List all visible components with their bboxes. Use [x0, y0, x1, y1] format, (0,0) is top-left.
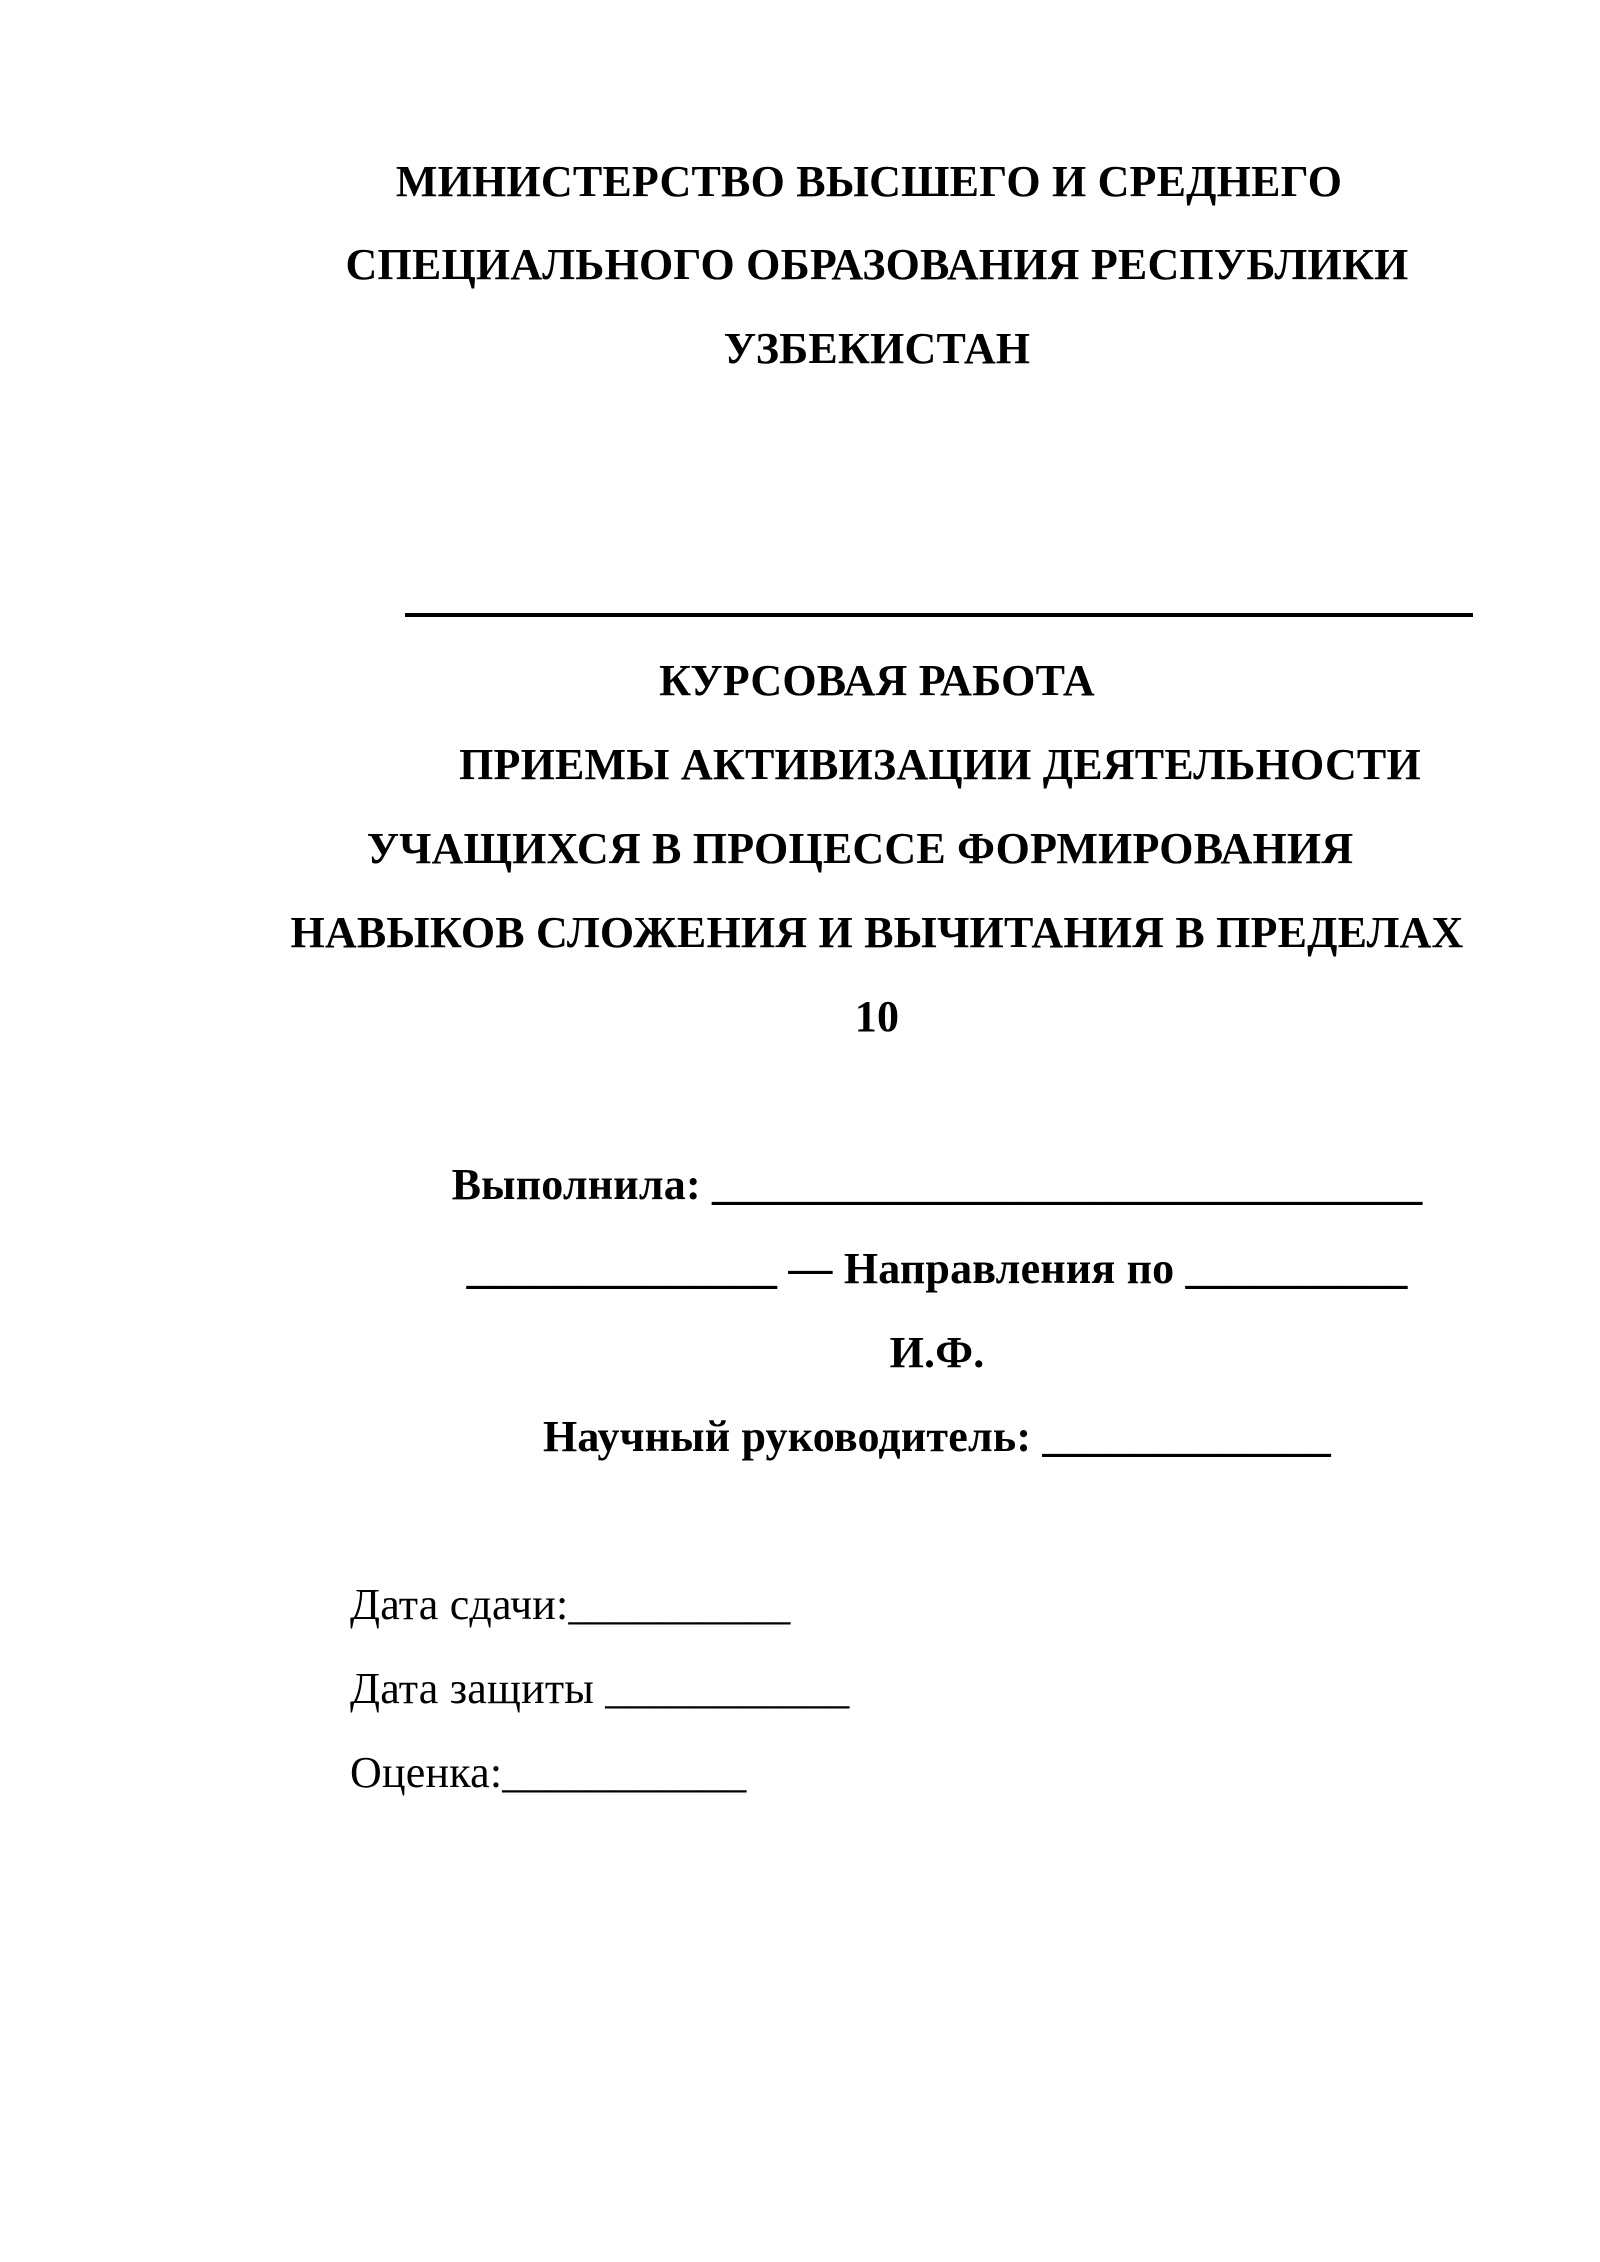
ministry-line-3: УЗБЕКИСТАН — [723, 324, 1031, 373]
work-title-line-2: УЧАЩИХСЯ В ПРОЦЕССЕ ФОРМИРОВАНИЯ — [366, 824, 1354, 873]
ministry-line-1: МИНИСТЕРСТВО ВЫСШЕГО И СРЕДНЕГО — [395, 157, 1343, 206]
performed-by: Выполнила: ________________________________ — [451, 1160, 1423, 1209]
submission-date: Дата сдачи:__________ — [350, 1580, 791, 1629]
work-title-line-3: НАВЫКОВ СЛОЖЕНИЯ И ВЫЧИТАНИЯ В ПРЕДЕЛАХ — [290, 908, 1464, 957]
ministry-line-2: СПЕЦИАЛЬНОГО ОБРАЗОВАНИЯ РЕСПУБЛИКИ — [345, 240, 1409, 289]
supervisor-line: Научный руководитель: _____________ — [543, 1412, 1331, 1461]
defense-date: Дата защиты ___________ — [350, 1664, 850, 1713]
separator-line — [405, 613, 1473, 617]
author-initials: И.Ф. — [889, 1328, 985, 1377]
work-title-line-4: 10 — [854, 992, 900, 1041]
work-type: КУРСОВАЯ РАБОТА — [659, 656, 1095, 705]
work-title-line-1: ПРИЕМЫ АКТИВИЗАЦИИ ДЕЯТЕЛЬНОСТИ — [459, 740, 1421, 789]
direction-line: ______________ — Направления по __________ — [466, 1244, 1408, 1293]
grade-line: Оценка:___________ — [350, 1748, 747, 1797]
